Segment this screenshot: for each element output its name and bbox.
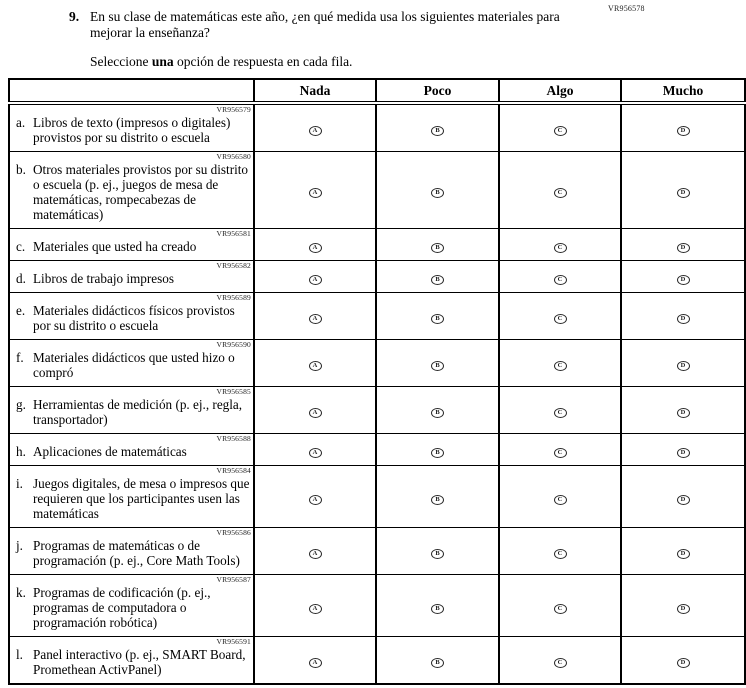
- option-bubble-algo[interactable]: [554, 495, 567, 505]
- row-letter: b.: [16, 162, 26, 177]
- option-bubble-algo[interactable]: [554, 314, 567, 324]
- form-variable-code: VR956578: [608, 4, 645, 13]
- option-cell-mucho: [621, 575, 745, 637]
- option-letter: B: [435, 275, 440, 283]
- table-row: [9, 103, 745, 152]
- option-bubble-mucho[interactable]: [677, 314, 690, 324]
- option-bubble-poco[interactable]: [431, 448, 444, 458]
- option-bubble-algo[interactable]: [554, 275, 567, 285]
- option-bubble-nada[interactable]: [309, 658, 322, 668]
- option-cell-poco: [376, 293, 499, 340]
- row-label-cell: [9, 261, 254, 293]
- option-bubble-algo[interactable]: [554, 549, 567, 559]
- option-letter: C: [557, 315, 563, 322]
- row-label: Aplicaciones de matemáticas: [33, 444, 187, 459]
- option-bubble-poco[interactable]: [431, 495, 444, 505]
- option-bubble-algo[interactable]: [554, 126, 567, 136]
- option-letter: C: [557, 189, 563, 196]
- option-cell-mucho: [621, 387, 745, 434]
- option-bubble-poco[interactable]: [431, 361, 444, 371]
- option-letter: A: [312, 604, 318, 612]
- option-letter: B: [435, 189, 440, 196]
- option-bubble-nada[interactable]: [309, 408, 322, 418]
- option-bubble-mucho[interactable]: [677, 549, 690, 559]
- option-letter: D: [680, 448, 686, 456]
- option-letter: C: [557, 604, 563, 612]
- option-letter: A: [312, 659, 318, 666]
- option-bubble-poco[interactable]: [431, 126, 444, 136]
- row-label: Libros de texto (impresos o digitales) provistos por su distrito o escuela: [33, 115, 231, 145]
- option-bubble-algo[interactable]: [554, 361, 567, 371]
- option-cell-nada: [254, 466, 376, 528]
- column-header-mucho: Mucho: [621, 79, 745, 103]
- option-letter: D: [680, 550, 686, 557]
- option-letter: C: [557, 243, 563, 251]
- option-cell-algo: [499, 152, 621, 229]
- option-letter: A: [312, 448, 318, 456]
- option-bubble-algo[interactable]: [554, 408, 567, 418]
- option-cell-poco: [376, 637, 499, 685]
- row-label: Programas de matemáticas o de programación (p. ej., Core Math Tools): [33, 538, 240, 568]
- option-bubble-nada[interactable]: [309, 549, 322, 559]
- option-cell-algo: [499, 637, 621, 685]
- row-label: Otros materiales provistos por su distrito o escuela (p. ej., juegos de mesa de matemáticas, rompecabezas de matemáticas): [33, 162, 249, 222]
- option-letter: A: [312, 243, 318, 251]
- option-letter: C: [557, 275, 563, 283]
- option-letter: C: [557, 659, 563, 666]
- option-cell-mucho: [621, 637, 745, 685]
- row-variable-code: VR956585: [216, 387, 251, 396]
- row-variable-code: VR956588: [216, 434, 251, 443]
- row-label-cell: [9, 637, 254, 685]
- row-variable-code: VR956581: [216, 229, 251, 238]
- row-label: Libros de trabajo impresos: [33, 271, 174, 286]
- row-label-cell: [9, 466, 254, 528]
- option-bubble-nada[interactable]: [309, 495, 322, 505]
- row-label-cell: [9, 387, 254, 434]
- option-letter: B: [435, 243, 440, 251]
- table-row: [9, 637, 745, 685]
- option-bubble-nada[interactable]: [309, 188, 322, 198]
- option-cell-poco: [376, 387, 499, 434]
- header-row: [9, 79, 745, 103]
- option-cell-mucho: [621, 434, 745, 466]
- table-row: [9, 293, 745, 340]
- option-bubble-nada[interactable]: [309, 243, 322, 253]
- option-letter: A: [312, 550, 318, 557]
- option-cell-poco: [376, 466, 499, 528]
- table-row: [9, 575, 745, 637]
- row-label-cell: [9, 229, 254, 261]
- option-letter: D: [680, 127, 686, 134]
- row-variable-code: VR956579: [216, 105, 251, 114]
- row-variable-code: VR956590: [216, 340, 251, 349]
- option-cell-algo: [499, 340, 621, 387]
- row-letter: k.: [16, 585, 26, 600]
- row-letter: g.: [16, 397, 26, 412]
- option-letter: D: [680, 495, 686, 503]
- row-label-cell: [9, 575, 254, 637]
- option-bubble-poco[interactable]: [431, 275, 444, 285]
- option-bubble-mucho[interactable]: [677, 495, 690, 505]
- option-bubble-nada[interactable]: [309, 126, 322, 136]
- option-cell-nada: [254, 637, 376, 685]
- table-row: [9, 387, 745, 434]
- row-label: Herramientas de medición (p. ej., regla, transportador): [33, 397, 243, 427]
- option-cell-poco: [376, 152, 499, 229]
- option-letter: B: [435, 550, 440, 557]
- row-letter: f.: [16, 350, 24, 365]
- option-cell-nada: [254, 152, 376, 229]
- option-bubble-nada[interactable]: [309, 275, 322, 285]
- option-cell-nada: [254, 293, 376, 340]
- option-letter: B: [435, 448, 440, 456]
- option-cell-nada: [254, 387, 376, 434]
- option-bubble-mucho[interactable]: [677, 604, 690, 614]
- option-letter: B: [435, 495, 440, 503]
- option-letter: A: [312, 495, 318, 503]
- row-label-cell: [9, 434, 254, 466]
- option-cell-mucho: [621, 340, 745, 387]
- row-letter: d.: [16, 271, 26, 286]
- option-bubble-poco[interactable]: [431, 314, 444, 324]
- row-letter: l.: [16, 647, 23, 662]
- row-label: Panel interactivo (p. ej., SMART Board, Promethean ActivPanel): [33, 647, 246, 677]
- option-bubble-algo[interactable]: [554, 604, 567, 614]
- option-cell-mucho: [621, 103, 745, 152]
- materials-usage-table: [8, 78, 746, 685]
- row-label-cell: [9, 340, 254, 387]
- option-bubble-poco[interactable]: [431, 658, 444, 668]
- table-row: [9, 261, 745, 293]
- option-cell-algo: [499, 466, 621, 528]
- option-letter: A: [312, 362, 318, 369]
- instruction-text: [90, 54, 589, 70]
- option-letter: A: [312, 275, 318, 283]
- option-letter: D: [680, 604, 686, 612]
- option-letter: B: [435, 409, 440, 416]
- option-cell-algo: [499, 261, 621, 293]
- option-bubble-nada[interactable]: [309, 361, 322, 371]
- table-row: [9, 528, 745, 575]
- option-cell-algo: [499, 229, 621, 261]
- option-letter: C: [557, 495, 563, 503]
- row-label: Materiales didácticos que usted hizo o compró: [33, 350, 235, 380]
- row-label: Materiales que usted ha creado: [33, 239, 197, 254]
- option-letter: D: [680, 315, 686, 322]
- row-label-cell: [9, 103, 254, 152]
- option-cell-poco: [376, 340, 499, 387]
- option-bubble-mucho[interactable]: [677, 188, 690, 198]
- option-bubble-nada[interactable]: [309, 604, 322, 614]
- option-bubble-mucho[interactable]: [677, 243, 690, 253]
- option-bubble-mucho[interactable]: [677, 658, 690, 668]
- option-bubble-mucho[interactable]: [677, 408, 690, 418]
- option-letter: B: [435, 362, 440, 369]
- row-variable-code: VR956582: [216, 261, 251, 270]
- option-letter: B: [435, 127, 440, 134]
- option-letter: B: [435, 659, 440, 666]
- option-cell-mucho: [621, 466, 745, 528]
- table-row: [9, 434, 745, 466]
- row-letter: j.: [16, 538, 23, 553]
- row-label-cell: [9, 293, 254, 340]
- option-bubble-mucho[interactable]: [677, 275, 690, 285]
- option-letter: C: [557, 448, 563, 456]
- option-bubble-algo[interactable]: [554, 658, 567, 668]
- option-cell-nada: [254, 434, 376, 466]
- option-cell-poco: [376, 229, 499, 261]
- option-letter: C: [557, 127, 563, 134]
- option-letter: C: [557, 550, 563, 557]
- option-cell-nada: [254, 261, 376, 293]
- option-bubble-poco[interactable]: [431, 188, 444, 198]
- question-text: En su clase de matemáticas este año, ¿en qué medida usa los siguientes materiales para mejorar la enseñanza?: [90, 9, 560, 40]
- option-bubble-algo[interactable]: [554, 188, 567, 198]
- row-variable-code: VR956584: [216, 466, 251, 475]
- option-cell-poco: [376, 103, 499, 152]
- option-letter: A: [312, 127, 318, 134]
- option-letter: A: [312, 189, 318, 196]
- option-letter: D: [680, 659, 686, 666]
- option-cell-mucho: [621, 229, 745, 261]
- table-row: [9, 229, 745, 261]
- option-letter: A: [312, 409, 318, 416]
- row-variable-code: VR956589: [216, 293, 251, 302]
- row-label: Juegos digitales, de mesa o impresos que requieren que los participantes usen las matemáticas: [33, 476, 250, 521]
- row-label: Programas de codificación (p. ej., programas de computadora o programación robótica): [33, 585, 211, 630]
- table-row: [9, 152, 745, 229]
- option-bubble-algo[interactable]: [554, 448, 567, 458]
- option-letter: D: [680, 409, 686, 416]
- row-label: Materiales didácticos físicos provistos por su distrito o escuela: [33, 303, 235, 333]
- option-bubble-poco[interactable]: [431, 408, 444, 418]
- option-cell-algo: [499, 434, 621, 466]
- row-letter: c.: [16, 239, 26, 254]
- option-bubble-poco[interactable]: [431, 243, 444, 253]
- option-letter: D: [680, 243, 686, 251]
- table-row: [9, 340, 745, 387]
- row-letter: e.: [16, 303, 26, 318]
- option-cell-mucho: [621, 261, 745, 293]
- option-cell-nada: [254, 103, 376, 152]
- option-letter: C: [557, 362, 563, 369]
- option-bubble-mucho[interactable]: [677, 126, 690, 136]
- row-letter: h.: [16, 444, 26, 459]
- option-cell-nada: [254, 528, 376, 575]
- option-letter: D: [680, 275, 686, 283]
- option-cell-algo: [499, 103, 621, 152]
- instruction-suffix: opción de respuesta en cada fila.: [173, 54, 353, 69]
- option-bubble-mucho[interactable]: [677, 448, 690, 458]
- option-cell-nada: [254, 575, 376, 637]
- row-variable-code: VR956580: [216, 152, 251, 161]
- instruction-bold-word: una: [151, 54, 174, 69]
- row-letter: a.: [16, 115, 26, 130]
- option-cell-mucho: [621, 528, 745, 575]
- row-letter: i.: [16, 476, 23, 491]
- option-cell-algo: [499, 575, 621, 637]
- option-cell-mucho: [621, 152, 745, 229]
- option-cell-poco: [376, 575, 499, 637]
- option-cell-poco: [376, 434, 499, 466]
- option-cell-poco: [376, 528, 499, 575]
- option-letter: D: [680, 189, 686, 196]
- row-label-cell: [9, 528, 254, 575]
- table-row: [9, 466, 745, 528]
- option-letter: C: [557, 409, 563, 416]
- option-bubble-nada[interactable]: [309, 314, 322, 324]
- row-variable-code: VR956591: [216, 637, 251, 646]
- option-bubble-algo[interactable]: [554, 243, 567, 253]
- column-header-poco: Poco: [376, 79, 499, 103]
- option-bubble-nada[interactable]: [309, 448, 322, 458]
- option-bubble-poco[interactable]: [431, 549, 444, 559]
- option-bubble-mucho[interactable]: [677, 361, 690, 371]
- table-body: [9, 103, 745, 684]
- column-header-nada: Nada: [254, 79, 376, 103]
- option-letter: B: [435, 315, 440, 322]
- option-cell-poco: [376, 261, 499, 293]
- option-cell-algo: [499, 387, 621, 434]
- option-letter: A: [312, 315, 318, 322]
- question-number: 9.: [69, 9, 80, 24]
- option-cell-nada: [254, 229, 376, 261]
- option-cell-nada: [254, 340, 376, 387]
- option-letter: D: [680, 362, 686, 369]
- option-letter: B: [435, 604, 440, 612]
- header-empty-cell: [9, 79, 254, 103]
- option-cell-algo: [499, 293, 621, 340]
- column-header-algo: Algo: [499, 79, 621, 103]
- instruction-prefix: Seleccione: [90, 54, 152, 69]
- option-cell-mucho: [621, 293, 745, 340]
- option-bubble-poco[interactable]: [431, 604, 444, 614]
- row-variable-code: VR956587: [216, 575, 251, 584]
- question-block: [69, 9, 589, 70]
- row-variable-code: VR956586: [216, 528, 251, 537]
- row-label-cell: [9, 152, 254, 229]
- option-cell-algo: [499, 528, 621, 575]
